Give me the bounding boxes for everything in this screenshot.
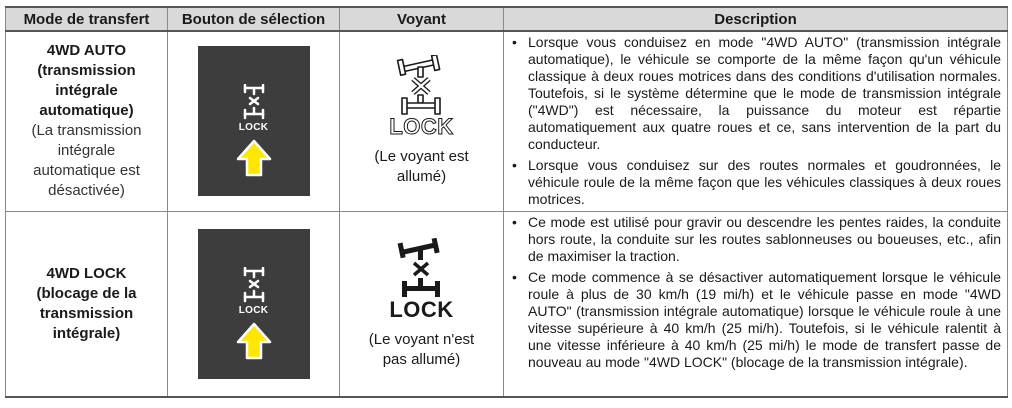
transfer-mode-table — [5, 6, 1008, 398]
indicator-caption — [340, 330, 503, 370]
arrow-up-icon — [236, 322, 272, 360]
description-text: Lorsque vous conduisez en mode "4WD AUTO" (transmission intégrale automatique), le véhicule se comporte de la même façon qu'un véhicule classique à deux roues motrices dans des conditions d'utilisation normales. Toutefois, si le système détermine que le mode de transmission intégrale ("4WD") est nécessaire, la puissance du moteur est répartie automatiquement aux quatre roues et ce, sans intervention de la part du conducteur. — [528, 34, 1001, 152]
description-cell — [504, 31, 1008, 211]
4wd-indicator-solid-icon — [391, 238, 453, 302]
4wd-lock-button[interactable] — [198, 229, 310, 379]
bullet: • — [512, 157, 517, 173]
indicator-cell — [340, 211, 504, 397]
description-text: Ce mode est utilisé pour gravir ou descendre les pentes raides, la conduite hors route, la conduite sur les routes sablonneuses ou boueuses, etc., afin de maximiser la traction. — [528, 213, 1001, 264]
caption-line: (Le voyant est — [374, 148, 469, 166]
4wd-indicator — [377, 238, 467, 320]
header-mode: Mode de transfert — [6, 7, 168, 31]
mode-name: (transmission — [37, 62, 136, 80]
button-lock-label: LOCK — [238, 304, 269, 316]
4wd-indicator — [377, 55, 467, 140]
4wd-lock-button-icon — [236, 267, 272, 307]
table-row-4wd-auto — [6, 31, 1008, 211]
header-button: Bouton de sélection — [168, 7, 340, 31]
caption-line: allumé) — [396, 168, 447, 186]
description-text: Lorsque vous conduisez sur des routes normales et goudronnées, le véhicule roule de la même façon que les véhicules classiques à deux roues motrices. — [528, 157, 1001, 207]
mode-name: 4WD LOCK — [46, 264, 127, 282]
mode-note: automatique est — [33, 162, 140, 180]
bullet: • — [512, 268, 517, 285]
header-indicator: Voyant — [340, 7, 504, 31]
mode-note: (La transmission — [31, 122, 142, 140]
description-item — [508, 157, 1001, 208]
indicator-lock-label: LOCK — [389, 114, 454, 140]
4wd-lock-button-icon — [236, 84, 272, 124]
button-lock-label: LOCK — [238, 122, 269, 134]
mode-name: automatique) — [39, 102, 134, 120]
mode-cell — [6, 211, 168, 397]
mode-note: désactivée) — [48, 182, 125, 200]
mode-name: intégrale — [55, 82, 118, 100]
description-item — [508, 269, 1001, 371]
indicator-cell — [340, 31, 504, 211]
button-cell — [168, 31, 340, 211]
description-item — [508, 214, 1001, 265]
mode-cell — [6, 31, 168, 211]
caption-line: pas allumé) — [382, 350, 461, 368]
mode-name: transmission — [39, 304, 134, 322]
header-description: Description — [504, 7, 1008, 31]
mode-name: (blocage de la — [36, 284, 137, 302]
bullet: • — [512, 34, 517, 50]
table-header-row — [6, 7, 1008, 31]
button-cell — [168, 211, 340, 397]
mode-note: intégrale — [57, 142, 116, 160]
indicator-lock-label: LOCK — [389, 296, 454, 322]
indicator-caption — [340, 147, 503, 187]
table-row-4wd-lock — [6, 211, 1008, 397]
4wd-lock-button[interactable] — [198, 46, 310, 196]
mode-name: 4WD AUTO — [46, 42, 127, 60]
description-text: Ce mode commence à se désactiver automatiquement lorsque le véhicule roule à plus de 30 km/h (19 mi/h) et le véhicule passe en mode "4WD AUTO" (transmission intégrale automatique) lorsque le véhicule roule à une vitesse supérieure à 40 km/h (25 mi/h). Toutefois, si le véhicule ralentit à une vitesse inférieure à 40 km/h (25 mi/h) le mode de transfert passe de nouveau au mode "4WD LOCK" (blocage de la transmission intégrale). — [528, 268, 1001, 370]
bullet: • — [512, 213, 517, 230]
description-item — [508, 34, 1001, 153]
caption-line: (Le voyant n'est — [368, 330, 475, 348]
mode-name: intégrale) — [52, 324, 121, 342]
description-cell — [504, 211, 1008, 397]
4wd-indicator-outline-icon — [391, 55, 453, 119]
arrow-up-icon — [236, 139, 272, 177]
